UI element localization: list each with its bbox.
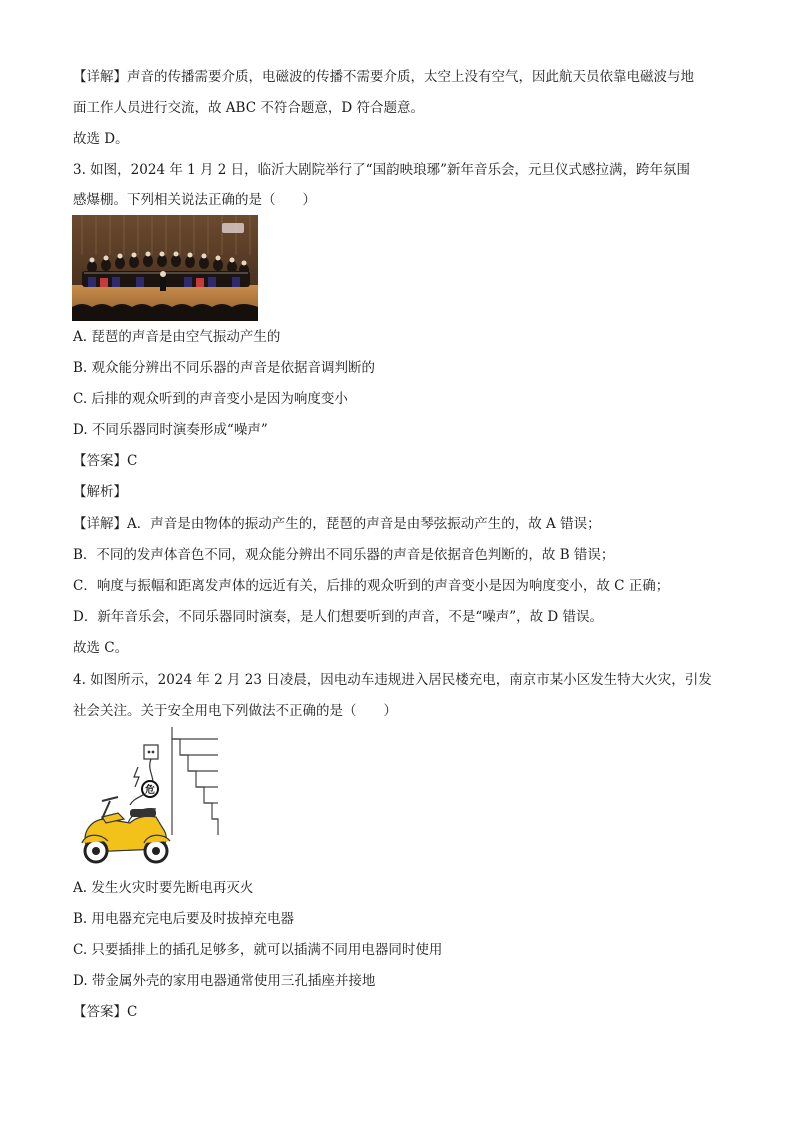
q2-detail-line-2: 面工作人员进行交流，故 ABC 不符合题意，D 符合题意。	[73, 100, 424, 116]
q2-detail-line-1: 【详解】声音的传播需要介质，电磁波的传播不需要介质，太空上没有空气，因此航天员依靠电磁波与地	[73, 69, 694, 85]
q3-option-a: A. 琵琶的声音是由空气振动产生的	[73, 329, 281, 345]
q3-answer-tag: 【答案】	[73, 453, 127, 469]
scooter-stairs-drawing	[72, 727, 222, 867]
concert-photo	[72, 215, 258, 321]
q3-answer	[73, 451, 137, 471]
q4-option-c: C. 只要插排上的插孔足够多，就可以插满不同用电器同时使用	[73, 942, 443, 958]
q4-stem-line-1: 4. 如图所示，2024 年 2 月 23 日凌晨，因电动车违规进入居民楼充电，南京市某小区发生特大火灾，引发	[73, 672, 712, 688]
q3-answer-value: C	[127, 453, 138, 469]
q4-option-a: A. 发生火灾时要先断电再灭火	[73, 880, 254, 896]
q3-stem-line-1: 3. 如图，2024 年 1 月 2 日，临沂大剧院举行了“国韵映琅琊”新年音乐会，元旦仪式感拉满，跨年氛围	[73, 162, 690, 178]
q3-detail-line-2: B．不同的发声体音色不同，观众能分辨出不同乐器的声音是依据音色判断的，故 B 错误；	[73, 547, 615, 563]
q3-detail-line-1: 【详解】A．声音是由物体的振动产生的，琵琶的声音是由琴弦振动产生的，故 A 错误；	[73, 516, 601, 532]
q3-option-c: C. 后排的观众听到的声音变小是因为响度变小	[73, 391, 348, 407]
q3-option-d: D. 不同乐器同时演奏形成“噪声”	[73, 422, 268, 438]
q3-option-b: B. 观众能分辨出不同乐器的声音是依据音调判断的	[73, 360, 376, 376]
q3-detail-line-4: D．新年音乐会，不同乐器同时演奏，是人们想要听到的声音，不是“噪声”，故 D 错误。	[73, 609, 604, 625]
q4-answer-tag: 【答案】	[73, 1004, 127, 1020]
q3-detail-line-3: C．响度与振幅和距离发声体的远近有关，后排的观众听到的声音变小是因为响度变小，故 C 正确；	[73, 578, 670, 594]
q3-conclusion: 故选 C。	[73, 640, 129, 656]
q3-analysis-tag: 【解析】	[73, 484, 127, 500]
q4-answer-value: C	[127, 1004, 138, 1020]
danger-sign-label: 危	[145, 785, 155, 796]
q2-conclusion: 故选 D。	[73, 131, 129, 147]
q4-option-b: B. 用电器充完电后要及时拔掉充电器	[73, 911, 295, 927]
q2-detail-tag: 【详解】	[73, 69, 127, 85]
q3-detail-tag: 【详解】	[73, 516, 127, 532]
q4-stem-line-2: 社会关注。关于安全用电下列做法不正确的是（ ）	[73, 703, 397, 719]
q3-stem-line-2: 感爆棚。下列相关说法正确的是（ ）	[73, 192, 316, 208]
concert-hall-illustration	[72, 215, 258, 321]
q4-option-d: D. 带金属外壳的家用电器通常使用三孔插座并接地	[73, 973, 376, 989]
scooter-charging-illustration	[72, 727, 222, 867]
q4-answer	[73, 1002, 137, 1022]
